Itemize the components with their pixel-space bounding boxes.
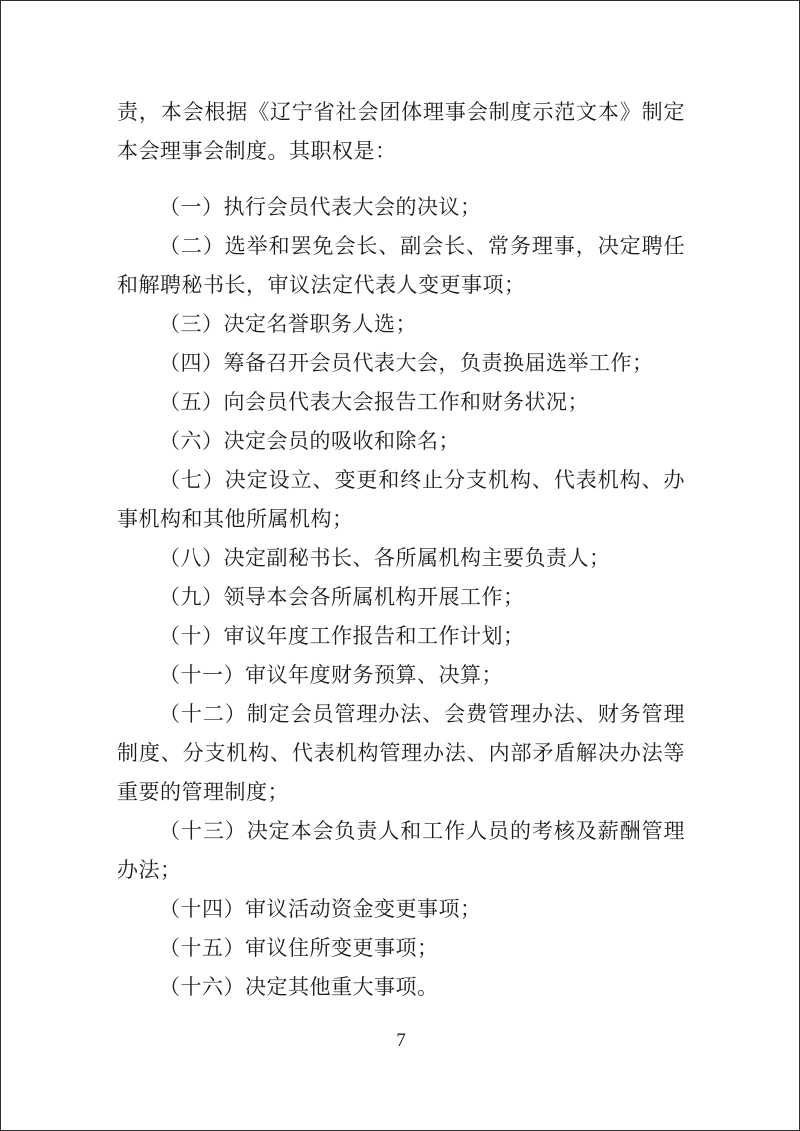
list-item: （九）领导本会各所属机构开展工作； xyxy=(159,585,525,609)
list-item: （六）决定会员的吸收和除名； xyxy=(159,429,460,453)
list-item: （八）决定副秘书长、各所属机构主要负责人； xyxy=(159,546,611,570)
list-item: （十四）审议活动资金变更事项； xyxy=(159,897,482,921)
list-item: （四）筹备召开会员代表大会，负责换届选举工作； xyxy=(159,351,654,375)
page-number: 7 xyxy=(396,1030,406,1051)
list-item: （十一）审议年度财务预算、决算； xyxy=(159,663,503,687)
list-item: （十三）决定本会负责人和工作人员的考核及薪酬管理办法； xyxy=(117,819,685,882)
list-item: （十）审议年度工作报告和工作计划； xyxy=(159,624,525,648)
list-item: （十五）审议住所变更事项； xyxy=(159,936,439,960)
document-body xyxy=(117,93,685,1007)
paragraph: 责，本会根据《辽宁省社会团体理事会制度示范文本》制定本会理事会制度。其职权是： xyxy=(117,100,685,163)
list-item: （五）向会员代表大会报告工作和财务状况； xyxy=(159,390,589,414)
list-item: （七）决定设立、变更和终止分支机构、代表机构、办事机构和其他所属机构； xyxy=(117,468,685,531)
list-item: （十六）决定其他重大事项。 xyxy=(159,975,439,999)
list-item: （二）选举和罢免会长、副会长、常务理事，决定聘任和解聘秘书长，审议法定代表人变更事项； xyxy=(117,234,685,297)
list-item: （三）决定名誉职务人选； xyxy=(159,312,417,336)
list-item: （一）执行会员代表大会的决议； xyxy=(159,195,482,219)
list-item: （十二）制定会员管理办法、会费管理办法、财务管理制度、分支机构、代表机构管理办法、内部矛盾解决办法等重要的管理制度； xyxy=(117,702,685,804)
